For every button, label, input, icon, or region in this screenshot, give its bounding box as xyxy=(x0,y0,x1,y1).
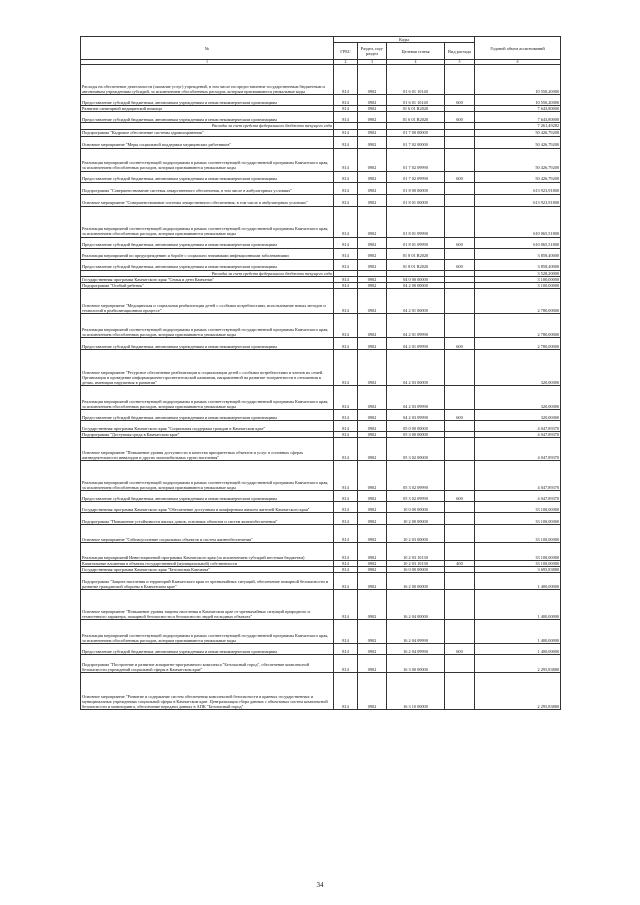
row-expense-type xyxy=(445,194,475,206)
row-target-article: 05 3 00 00000 xyxy=(387,431,445,437)
row-name: Предоставление субсидий бюджетным, автономным учреждениям и иным некоммерческим организациям xyxy=(81,171,334,182)
row-target-article: 16 2 04 00000 xyxy=(387,589,445,619)
row-sum: 7 643,80000 xyxy=(475,106,561,112)
table-row xyxy=(81,337,561,349)
row-expense-type xyxy=(445,460,475,490)
row-expense-type xyxy=(445,248,475,259)
row-name: Предоставление субсидий бюджетным, автономным учреждениям и иным некоммерческим организациям xyxy=(81,95,334,106)
row-sum: 50 426,79200 xyxy=(475,136,561,148)
row-razdel: 0902 xyxy=(358,313,387,337)
header-expense-type: Вид расхода xyxy=(445,43,475,60)
row-name: Основное мероприятие "Меры социальной поддержки медицинских работников" xyxy=(81,136,334,148)
row-razdel: 0902 xyxy=(358,106,387,112)
table-row xyxy=(81,542,561,560)
row-sum: 3 858,40000 xyxy=(475,248,561,259)
row-grbs: 814 xyxy=(334,194,358,206)
row-grbs: 814 xyxy=(334,589,358,619)
row-name: Предоставление субсидий бюджетным, автономным учреждениям и иным некоммерческим организациям xyxy=(81,259,334,270)
row-razdel: 0902 xyxy=(358,337,387,349)
row-sum: 4 047,89370 xyxy=(475,490,561,501)
row-target-article: 10 2 03 00000 xyxy=(387,524,445,542)
header-razdel: Раздел, под-раздел xyxy=(358,43,387,60)
table-row xyxy=(81,136,561,148)
row-sum: 50 426,79200 xyxy=(475,129,561,136)
row-sum: 2 295,83880 xyxy=(475,672,561,709)
row-grbs: 814 xyxy=(334,129,358,136)
row-sum: 33 100,00000 xyxy=(475,524,561,542)
column-number: 5 xyxy=(445,60,475,65)
row-name: Предоставление субсидий бюджетным, автономным учреждениям и иным некоммерческим организациям xyxy=(81,409,334,420)
row-grbs: 814 xyxy=(334,542,358,560)
table-row xyxy=(81,182,561,194)
row-target-article: 16 2 04 09990 xyxy=(387,619,445,643)
row-razdel: 0902 xyxy=(358,248,387,259)
row-sum: 1 400,00000 xyxy=(475,643,561,654)
row-name: Реализация мероприятий соответствующей подпрограммы в рамках соответствующей государственной программы Камчатского края, за исключением обособленных расходов, которым присваиваются уникальные коды xyxy=(81,460,334,490)
row-target-article: 04 2 03 00000 xyxy=(387,349,445,385)
row-name: Государственная программа Камчатского края "Семья и дети Камчатки" xyxy=(81,276,334,282)
row-expense-type xyxy=(445,512,475,524)
row-expense-type xyxy=(445,572,475,589)
row-grbs: 814 xyxy=(334,566,358,572)
row-target-article: 16 3 10 00000 xyxy=(387,672,445,709)
table-row xyxy=(81,512,561,524)
row-target-article: 01 8 01 09990 xyxy=(387,237,445,248)
row-razdel: 0902 xyxy=(358,171,387,182)
row-sum: 610 065,51800 xyxy=(475,206,561,237)
table-row xyxy=(81,490,561,501)
row-target-article: 01 6 01 R2020 xyxy=(387,112,445,123)
row-grbs: 814 xyxy=(334,313,358,337)
table-row xyxy=(81,206,561,237)
row-expense-type: 600 xyxy=(445,490,475,501)
row-grbs: 814 xyxy=(334,437,358,460)
row-razdel: 0902 xyxy=(358,654,387,672)
row-razdel: 0902 xyxy=(358,566,387,572)
row-grbs: 814 xyxy=(334,385,358,409)
table-row xyxy=(81,572,561,589)
row-sum: 10 550,20000 xyxy=(475,95,561,106)
row-razdel: 0902 xyxy=(358,112,387,123)
row-grbs: 814 xyxy=(334,112,358,123)
row-target-article: 01 6 01 R2020 xyxy=(387,106,445,112)
row-expense-type xyxy=(445,524,475,542)
row-grbs: 814 xyxy=(334,431,358,437)
row-name: Предоставление субсидий бюджетным, автономным учреждениям и иным некоммерческим организациям xyxy=(81,337,334,349)
row-expense-type: 600 xyxy=(445,171,475,182)
page-number: 34 xyxy=(316,881,324,889)
row-grbs: 814 xyxy=(334,136,358,148)
row-sum: 4 047,89370 xyxy=(475,431,561,437)
row-name: Расходы на обеспечение деятельности (оказание услуг) учреждений, в том числе на предоставление государственным бюджетным и автономным учреждениям субсидий, за исключением обособленных расходов, которым присваиваются уникальные коды xyxy=(81,65,334,95)
header-number: № xyxy=(81,37,334,60)
row-expense-type xyxy=(445,672,475,709)
row-target-article: 04 0 00 00000 xyxy=(387,276,445,282)
row-target-article: 01 6 01 10140 xyxy=(387,95,445,106)
row-grbs: 814 xyxy=(334,206,358,237)
row-sum: 4 047,89370 xyxy=(475,460,561,490)
row-expense-type xyxy=(445,182,475,194)
row-expense-type xyxy=(445,385,475,409)
row-sum: 3 528,20000 xyxy=(475,270,561,276)
row-sum: 320,00000 xyxy=(475,385,561,409)
row-name: Основное мероприятие "Развитие и содержание систем обеспечения комплексной безопасности в краевых государственных и муниципальных учреждениях социальной сферы в Камчатском крае. Централизация сбора данных с объектовых систем комплексной безопасности и мониторинга, обеспечение передачи данных в АПК "Безопасный город" xyxy=(81,672,334,709)
row-target-article: 04 2 01 09990 xyxy=(387,337,445,349)
row-sum: 33 100,00000 xyxy=(475,542,561,560)
row-razdel: 0902 xyxy=(358,385,387,409)
row-sum: 1 400,00000 xyxy=(475,589,561,619)
row-razdel: 0902 xyxy=(358,490,387,501)
row-name: Подпрограмма "Доступная среда в Камчатском крае" xyxy=(81,431,334,437)
row-razdel: 0902 xyxy=(358,409,387,420)
row-target-article: 10 0 00 00000 xyxy=(387,501,445,512)
row-grbs: 814 xyxy=(334,512,358,524)
table-row xyxy=(81,420,561,431)
row-sum: 7 261,49282 xyxy=(475,123,561,129)
table-header xyxy=(81,37,561,65)
row-name: Предоставление субсидий бюджетным, автономным учреждениям и иным некоммерческим организациям xyxy=(81,490,334,501)
row-name: Подпрограмма "Кадровое обеспечение системы здравоохранения" xyxy=(81,129,334,136)
row-target-article: 01 7 02 09990 xyxy=(387,171,445,182)
row-grbs: 814 xyxy=(334,171,358,182)
row-razdel: 0902 xyxy=(358,572,387,589)
row-sum: 3 100,00000 xyxy=(475,282,561,288)
row-grbs: 814 xyxy=(334,560,358,566)
row-target-article: 16 2 04 09990 xyxy=(387,643,445,654)
row-target-article: 04 2 00 00000 xyxy=(387,282,445,288)
row-razdel: 0902 xyxy=(358,237,387,248)
row-grbs: 814 xyxy=(334,276,358,282)
row-name: Основное мероприятие "Повышение уровня защиты населения в Камчатском крае от чрезвычайных ситуаций природного и техногенного характера, пожарной безопасности и безопасности людей на водных объектах" xyxy=(81,589,334,619)
row-grbs: 814 xyxy=(334,148,358,171)
table-row xyxy=(81,95,561,106)
row-target-article: 01 7 02 00000 xyxy=(387,136,445,148)
row-razdel: 0902 xyxy=(358,182,387,194)
row-name: Реализация мероприятий соответствующей подпрограммы в рамках соответствующей государственной программы Камчатского края, за исключением обособленных расходов, которым присваиваются уникальные коды xyxy=(81,148,334,171)
row-sum: 2 780,00000 xyxy=(475,337,561,349)
row-grbs: 814 xyxy=(334,524,358,542)
row-target-article: 16 3 00 00000 xyxy=(387,654,445,672)
header-grbs: ГРБС xyxy=(334,43,358,60)
row-target-article: 01 7 00 00000 xyxy=(387,129,445,136)
row-name: Государственная программа Камчатского края "Социальная поддержка граждан в Камчатском крае" xyxy=(81,420,334,431)
row-razdel: 0902 xyxy=(358,206,387,237)
row-razdel: 0902 xyxy=(358,524,387,542)
row-razdel: 0902 xyxy=(358,643,387,654)
column-number: 6 xyxy=(475,60,561,65)
row-target-article: 04 2 03 09990 xyxy=(387,409,445,420)
row-target-article: 10 2 03 10130 xyxy=(387,560,445,566)
row-name: Реализация мероприятий соответствующей подпрограммы в рамках соответствующей государственной программы Камчатского края, за исключением обособленных расходов, которым присваиваются уникальные коды xyxy=(81,385,334,409)
row-expense-type: 600 xyxy=(445,337,475,349)
row-name: Государственная программа Камчатского края "Безопасная Камчатка" xyxy=(81,566,334,572)
row-razdel: 0902 xyxy=(358,136,387,148)
row-name: Основное мероприятие "Сейсмоусиление социальных объектов и систем жизнеобеспечения" xyxy=(81,524,334,542)
row-grbs: 814 xyxy=(334,282,358,288)
row-sum: 3 858,40000 xyxy=(475,259,561,270)
row-sum: 613 923,91800 xyxy=(475,182,561,194)
row-name: Расходы за счет средств федерального бюджета текущего года xyxy=(81,123,334,129)
row-name: Реализация мероприятий по предупреждению и борьбе с социально значимыми инфекционными заболеваниями xyxy=(81,248,334,259)
row-name: Реализация мероприятий соответствующей подпрограммы в рамках соответствующей государственной программы Камчатского края, за исключением обособленных расходов, которым присваиваются уникальные коды xyxy=(81,206,334,237)
row-expense-type: 600 xyxy=(445,112,475,123)
budget-table xyxy=(80,36,561,710)
column-number: 4 xyxy=(387,60,445,65)
row-grbs: 814 xyxy=(334,654,358,672)
table-body xyxy=(81,65,561,710)
table-row xyxy=(81,672,561,709)
row-razdel: 0902 xyxy=(358,437,387,460)
row-grbs: 814 xyxy=(334,337,358,349)
table-row xyxy=(81,259,561,270)
row-expense-type: 600 xyxy=(445,237,475,248)
row-name: Предоставление субсидий бюджетным, автономным учреждениям и иным некоммерческим организациям xyxy=(81,643,334,654)
table-row xyxy=(81,385,561,409)
row-name: Основное мероприятие "Совершенствование системы лекарственного обеспечения, в том числе в амбулаторных условиях" xyxy=(81,194,334,206)
row-name: Основное мероприятие "Медицинская и социальная реабилитация детей с особыми потребностями, использование новых методов и технологий в реабилитационном процессе" xyxy=(81,288,334,313)
row-razdel: 0902 xyxy=(358,501,387,512)
row-target-article: 05 3 02 09990 xyxy=(387,460,445,490)
table-row xyxy=(81,112,561,123)
row-name: Подпрограмма "Защита населения и территорий Камчатского края от чрезвычайных ситуаций, обеспечение пожарной безопасности и развитие гражданской обороны в Камчатском крае" xyxy=(81,572,334,589)
row-grbs: 814 xyxy=(334,619,358,643)
row-name: Предоставление субсидий бюджетным, автономным учреждениям и иным некоммерческим организациям xyxy=(81,237,334,248)
row-expense-type xyxy=(445,129,475,136)
row-expense-type: 600 xyxy=(445,95,475,106)
table-row xyxy=(81,654,561,672)
header-codes: Коды xyxy=(334,37,475,43)
row-sum: 3 695,83880 xyxy=(475,566,561,572)
row-sum: 320,00000 xyxy=(475,409,561,420)
row-sum: 3 100,00000 xyxy=(475,276,561,282)
row-expense-type xyxy=(445,313,475,337)
table-row xyxy=(81,501,561,512)
row-grbs: 814 xyxy=(334,288,358,313)
row-name: Реализация мероприятий Инвестиционной программы Камчатского края (за исключением субсидий местным бюджетам) xyxy=(81,542,334,560)
row-name: Подпрограмма "Совершенствование системы лекарственного обеспечения, в том числе в амбулаторных условиях" xyxy=(81,182,334,194)
row-expense-type: 600 xyxy=(445,643,475,654)
row-expense-type xyxy=(445,654,475,672)
table-row xyxy=(81,313,561,337)
table-row xyxy=(81,288,561,313)
row-razdel: 0902 xyxy=(358,431,387,437)
header-target-article: Целевая статья xyxy=(387,43,445,60)
table-row xyxy=(81,643,561,654)
row-target-article: 05 3 02 00000 xyxy=(387,437,445,460)
row-razdel: 0902 xyxy=(358,460,387,490)
row-grbs: 814 xyxy=(334,182,358,194)
row-target-article: 04 2 01 00000 xyxy=(387,288,445,313)
table-row xyxy=(81,248,561,259)
row-expense-type xyxy=(445,420,475,431)
table-row xyxy=(81,171,561,182)
row-sum: 613 923,91800 xyxy=(475,194,561,206)
row-sum: 4 047,89370 xyxy=(475,420,561,431)
row-grbs: 814 xyxy=(334,420,358,431)
row-razdel: 0902 xyxy=(358,282,387,288)
table-row xyxy=(81,129,561,136)
row-target-article: 04 2 01 09990 xyxy=(387,313,445,337)
row-expense-type xyxy=(445,589,475,619)
row-expense-type xyxy=(445,136,475,148)
row-name: Основное мероприятие "Повышение уровня доступности и качества приоритетных объектов и услуг в основных сферах жизнедеятельности инвалидов и других маломобильных групп населения" xyxy=(81,437,334,460)
row-expense-type xyxy=(445,619,475,643)
row-sum: 33 100,00000 xyxy=(475,512,561,524)
row-expense-type xyxy=(445,206,475,237)
table-row xyxy=(81,65,561,95)
row-sum: 320,00000 xyxy=(475,349,561,385)
row-razdel: 0902 xyxy=(358,542,387,560)
row-sum: 2 780,00000 xyxy=(475,313,561,337)
row-sum: 1 400,00000 xyxy=(475,572,561,589)
row-sum: 10 550,20000 xyxy=(475,65,561,95)
row-name: Развитие санитарной медицинской помощи xyxy=(81,106,334,112)
row-sum: 1 400,00000 xyxy=(475,619,561,643)
table-row xyxy=(81,148,561,171)
row-target-article: 01 6 01 10140 xyxy=(387,65,445,95)
row-grbs: 814 xyxy=(334,572,358,589)
table-row xyxy=(81,409,561,420)
row-razdel: 0902 xyxy=(358,259,387,270)
row-sum: 33 100,00000 xyxy=(475,501,561,512)
row-razdel: 0902 xyxy=(358,129,387,136)
row-sum: 50 426,79200 xyxy=(475,171,561,182)
row-razdel: 0902 xyxy=(358,349,387,385)
row-target-article: 10 2 00 00000 xyxy=(387,512,445,524)
row-target-article: 01 8 00 00000 xyxy=(387,182,445,194)
row-grbs: 814 xyxy=(334,259,358,270)
table-row xyxy=(81,349,561,385)
row-razdel: 0902 xyxy=(358,589,387,619)
row-name: Подпрограмма "Особый ребенок" xyxy=(81,282,334,288)
row-razdel: 0902 xyxy=(358,194,387,206)
row-expense-type: 400 xyxy=(445,560,475,566)
row-razdel: 0902 xyxy=(358,672,387,709)
table-row xyxy=(81,437,561,460)
row-grbs: 814 xyxy=(334,65,358,95)
row-target-article: 05 0 00 00000 xyxy=(387,420,445,431)
row-name: Капитальные вложения в объекты государственной (муниципальной) собственности xyxy=(81,560,334,566)
row-expense-type xyxy=(445,542,475,560)
table-row xyxy=(81,589,561,619)
table-row xyxy=(81,524,561,542)
table-row xyxy=(81,619,561,643)
row-razdel: 0902 xyxy=(358,148,387,171)
row-expense-type xyxy=(445,437,475,460)
row-sum: 50 426,79200 xyxy=(475,148,561,171)
row-sum: 2 780,00000 xyxy=(475,288,561,313)
row-target-article: 10 2 03 10130 xyxy=(387,542,445,560)
row-razdel: 0902 xyxy=(358,276,387,282)
row-name: Предоставление субсидий бюджетным, автономным учреждениям и иным некоммерческим организациям xyxy=(81,112,334,123)
header-annual-sum: Годовой объем ассигнований xyxy=(475,37,561,60)
row-grbs: 814 xyxy=(334,95,358,106)
row-expense-type: 600 xyxy=(445,259,475,270)
row-target-article: 01 8 01 R2020 xyxy=(387,259,445,270)
row-razdel: 0902 xyxy=(358,95,387,106)
row-name: Государственная программа Камчатского края "Обеспечение доступным и комфортным жильем жителей Камчатского края" xyxy=(81,501,334,512)
row-sum: 7 643,80000 xyxy=(475,112,561,123)
row-sum: 4 047,89370 xyxy=(475,437,561,460)
column-number: 1 xyxy=(81,60,334,65)
table-row xyxy=(81,194,561,206)
row-expense-type: 600 xyxy=(445,409,475,420)
row-sum: 33 100,00000 xyxy=(475,560,561,566)
row-grbs: 814 xyxy=(334,672,358,709)
row-grbs: 814 xyxy=(334,248,358,259)
row-name: Реализация мероприятий соответствующей подпрограммы в рамках соответствующей государственной программы Камчатского края, за исключением обособленных расходов, которым присваиваются уникальные коды xyxy=(81,619,334,643)
row-name: Подпрограмма "Построение и развитие аппаратно-программного комплекса "Безопасный город", обеспечение комплексной безопасности учреждений социальной сферы в Камчатском крае" xyxy=(81,654,334,672)
row-target-article: 16 2 00 00000 xyxy=(387,572,445,589)
row-razdel: 0902 xyxy=(358,560,387,566)
row-target-article: 01 8 01 R2020 xyxy=(387,248,445,259)
row-target-article: 01 8 01 00000 xyxy=(387,194,445,206)
row-name: Расходы за счет средств федерального бюджета текущего года xyxy=(81,270,334,276)
row-target-article: 16 0 00 00000 xyxy=(387,566,445,572)
row-name: Реализация мероприятий соответствующей подпрограммы в рамках соответствующей государственной программы Камчатского края, за исключением обособленных расходов, которым присваиваются уникальные коды xyxy=(81,313,334,337)
column-number: 3 xyxy=(358,60,387,65)
row-name: Основное мероприятие "Ресурсное обеспечение реабилитации и социализации детей с особыми потребностями и членов их семей. Организация и проведение информационно-просветительской кампании, направленной на развитие толерантности в отношении к детям, имеющим нарушения в развитии" xyxy=(81,349,334,385)
row-name: Подпрограмма "Повышение устойчивости жилых домов, основных объектов и систем жизнеобеспечения" xyxy=(81,512,334,524)
table-row xyxy=(81,460,561,490)
row-target-article: 01 8 01 09990 xyxy=(387,206,445,237)
row-razdel: 0902 xyxy=(358,65,387,95)
row-grbs: 814 xyxy=(334,237,358,248)
row-expense-type xyxy=(445,288,475,313)
row-sum: 2 295,83880 xyxy=(475,654,561,672)
row-razdel: 0902 xyxy=(358,619,387,643)
row-target-article: 05 3 02 09990 xyxy=(387,490,445,501)
column-number: 2 xyxy=(334,60,358,65)
row-grbs: 814 xyxy=(334,460,358,490)
row-sum: 610 065,51800 xyxy=(475,237,561,248)
row-expense-type xyxy=(445,349,475,385)
row-grbs: 814 xyxy=(334,501,358,512)
row-razdel: 0902 xyxy=(358,512,387,524)
row-target-article: 01 7 02 09990 xyxy=(387,148,445,171)
row-razdel: 0902 xyxy=(358,420,387,431)
row-expense-type xyxy=(445,148,475,171)
row-expense-type xyxy=(445,501,475,512)
row-grbs: 814 xyxy=(334,490,358,501)
row-target-article: 04 2 03 09990 xyxy=(387,385,445,409)
row-grbs: 814 xyxy=(334,106,358,112)
row-razdel: 0902 xyxy=(358,288,387,313)
row-grbs: 814 xyxy=(334,349,358,385)
row-expense-type xyxy=(445,65,475,95)
table-row xyxy=(81,237,561,248)
row-grbs: 814 xyxy=(334,643,358,654)
row-grbs: 814 xyxy=(334,409,358,420)
